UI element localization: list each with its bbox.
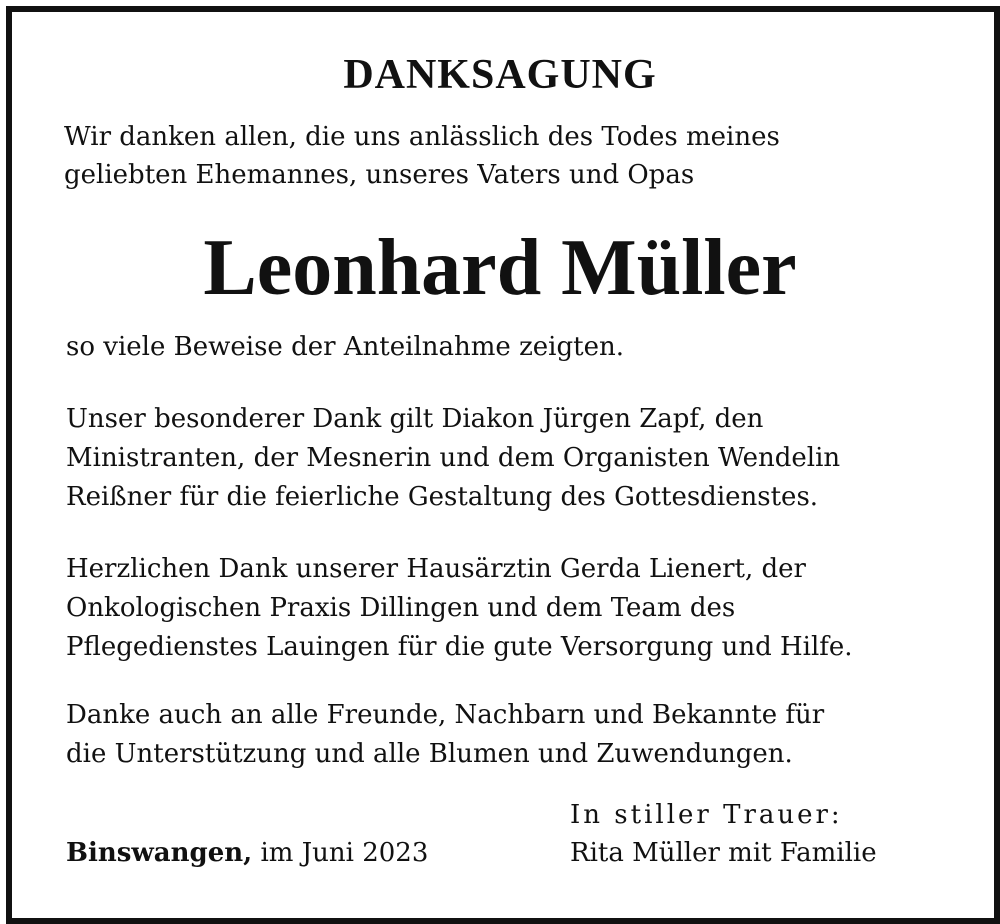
paragraph-line: so viele Beweise der Anteilnahme zeigten. xyxy=(66,332,624,362)
paragraph-line: Danke auch an alle Freunde, Nachbarn und Bekannte für xyxy=(66,700,825,730)
place-name: Binswangen, xyxy=(66,838,253,868)
paragraph-thanks-church xyxy=(66,400,966,517)
place-and-date xyxy=(66,834,428,872)
paragraph-thanks-friends xyxy=(66,696,966,774)
paragraph-thanks-medical xyxy=(66,550,966,667)
deceased-name: Leonhard Müller xyxy=(203,224,797,312)
mourning-title: In stiller Trauer: xyxy=(570,800,843,830)
paragraph-line: die Unterstützung und alle Blumen und Zuwendungen. xyxy=(66,739,793,769)
paragraph-line: Unser besonderer Dank gilt Diakon Jürgen Zapf, den xyxy=(66,404,764,434)
date-text: im Juni 2023 xyxy=(252,838,429,868)
intro-text xyxy=(64,118,944,194)
intro-line: Wir danken allen, die uns anlässlich des Todes meines xyxy=(64,122,780,152)
paragraph-line: Reißner für die feierliche Gestaltung des Gottesdienstes. xyxy=(66,482,819,512)
mourner-names: Rita Müller mit Familie xyxy=(570,838,877,868)
paragraph-sympathy xyxy=(66,328,966,367)
notice-heading: DANKSAGUNG xyxy=(343,52,657,98)
mourners-block xyxy=(570,796,877,872)
paragraph-line: Ministranten, der Mesnerin und dem Organisten Wendelin xyxy=(66,443,841,473)
paragraph-line: Onkologischen Praxis Dillingen und dem Team des xyxy=(66,593,736,623)
paragraph-line: Herzlichen Dank unserer Hausärztin Gerda Lienert, der xyxy=(66,554,806,584)
intro-line: geliebten Ehemannes, unseres Vaters und Opas xyxy=(64,160,695,190)
paragraph-line: Pflegedienstes Lauingen für die gute Versorgung und Hilfe. xyxy=(66,632,853,662)
